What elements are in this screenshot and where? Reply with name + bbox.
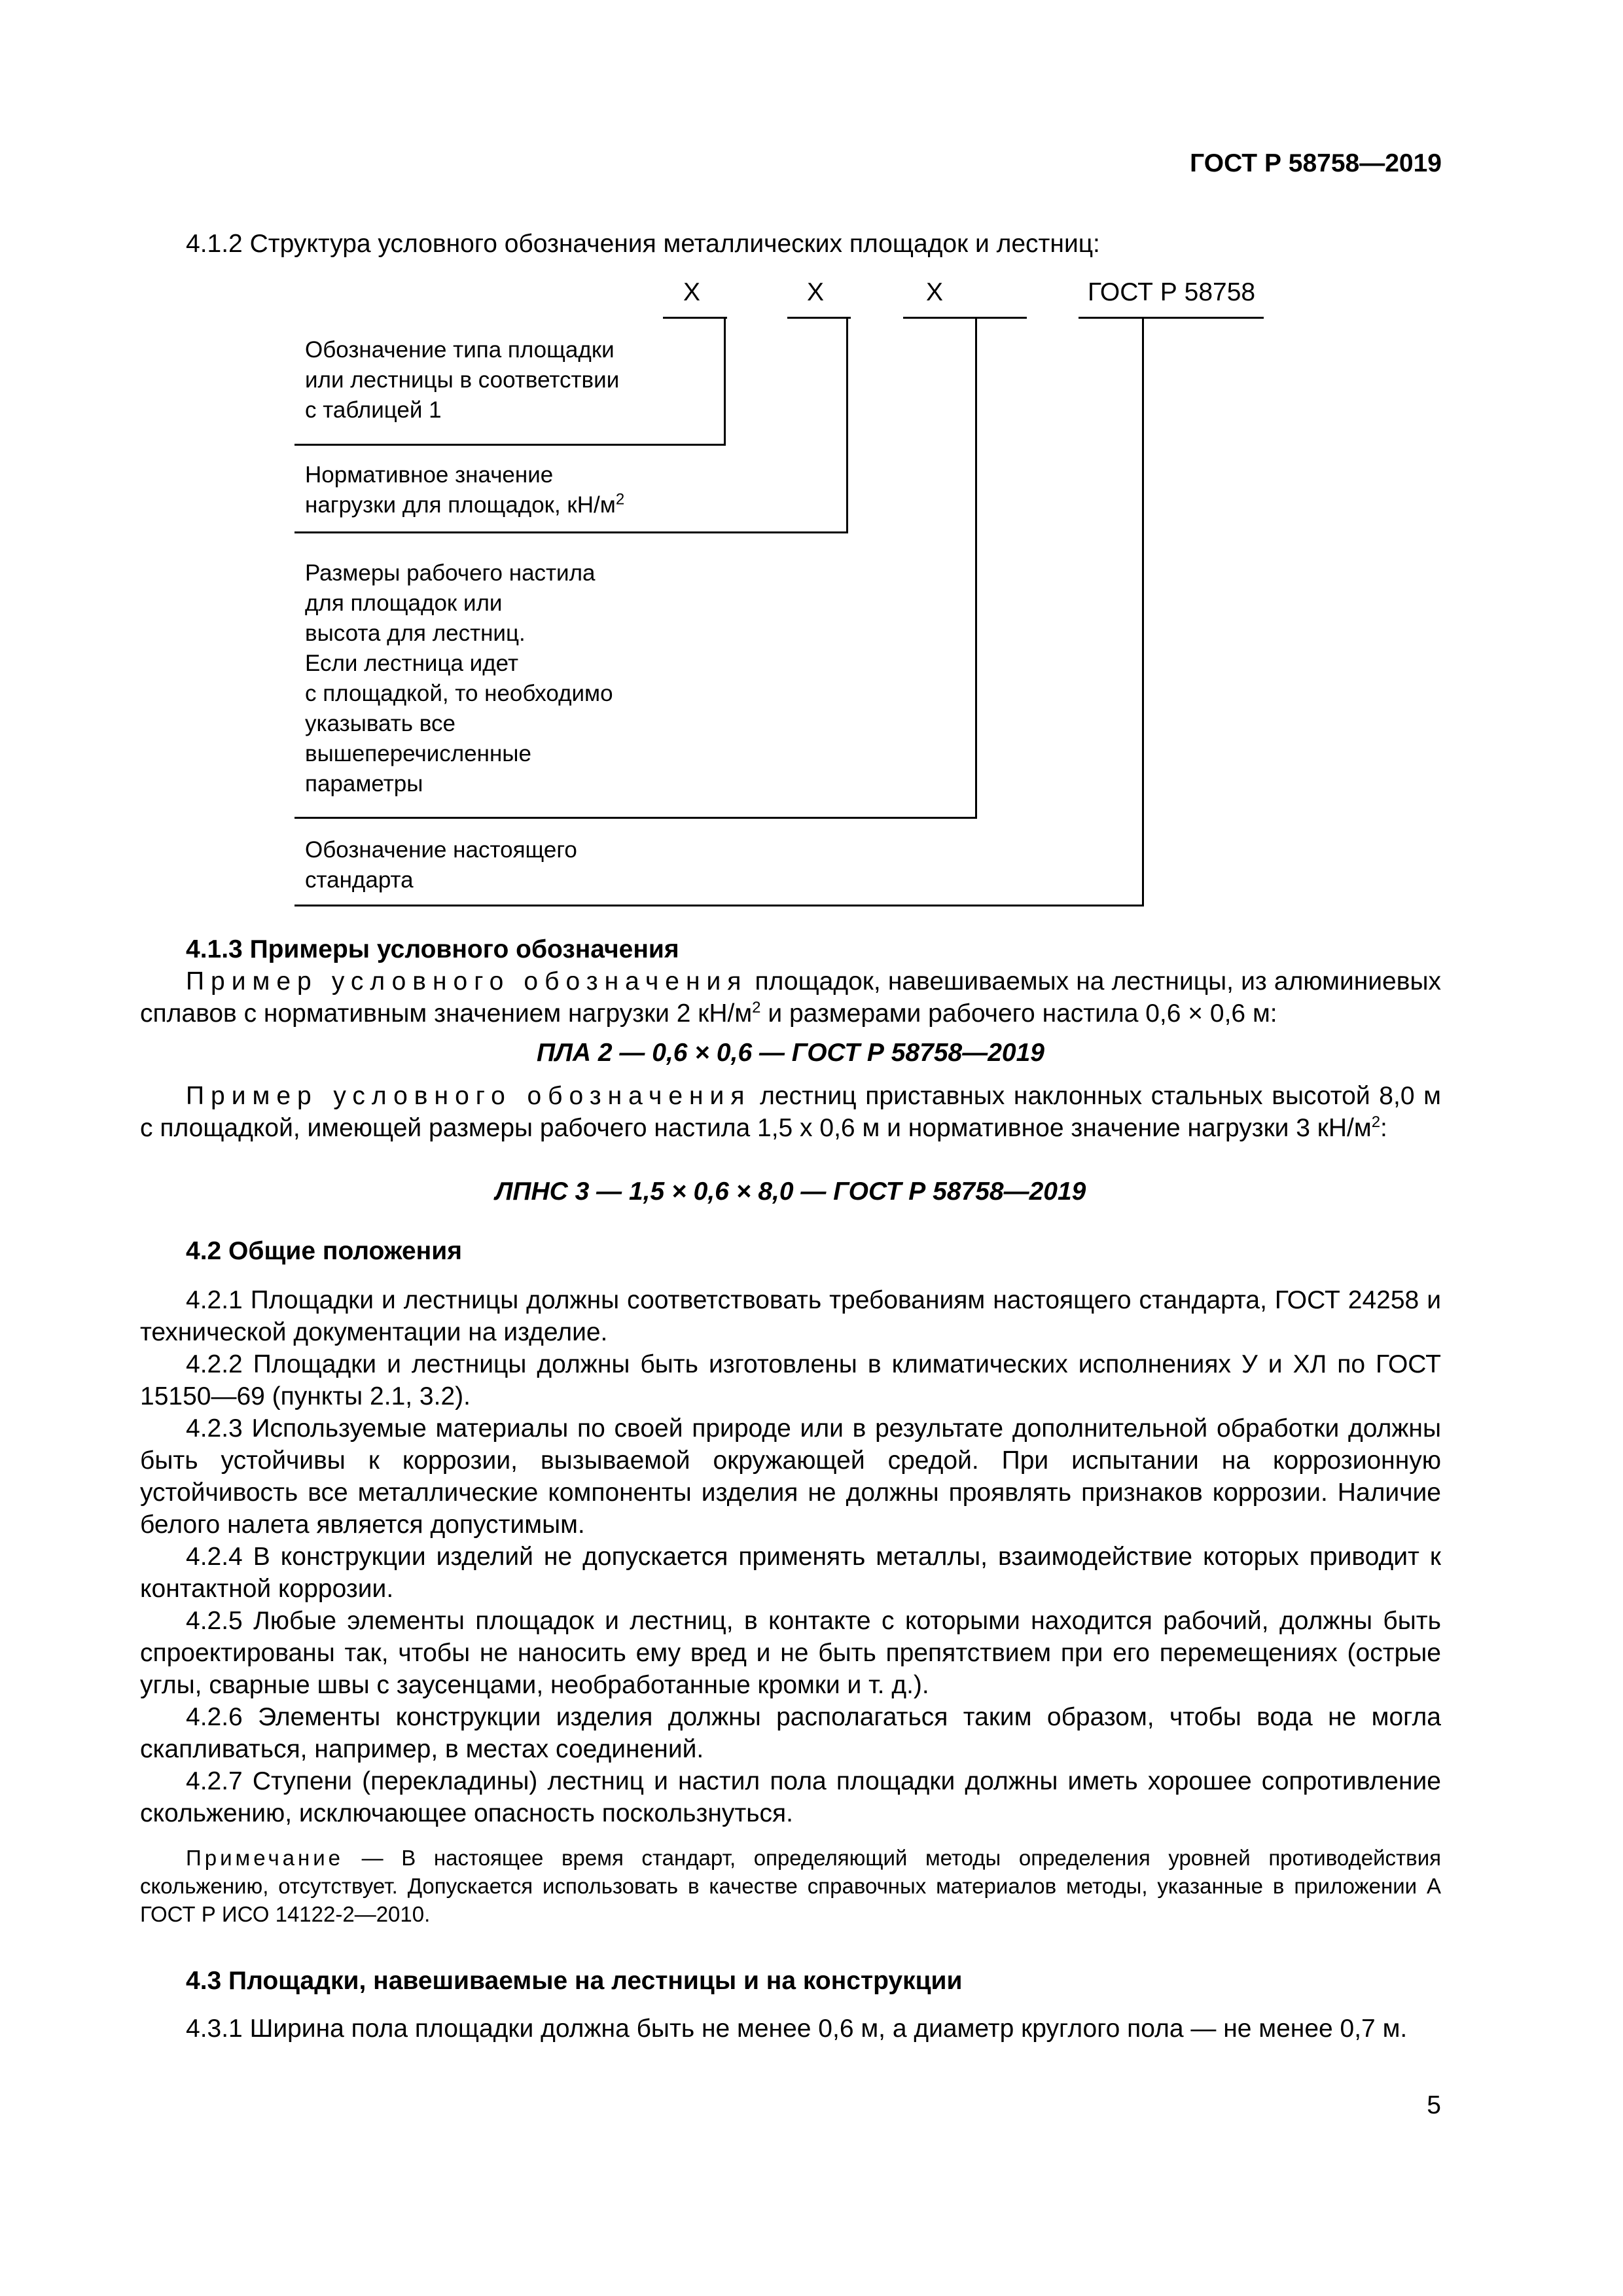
label-line: стандарта [305, 867, 414, 893]
underline-standard [1079, 317, 1264, 319]
example-1-text: площадок, навешиваемых на лестницы, из алюминиевых сплавов с нормативным значением нагрузки 2 кН/м [140, 967, 1441, 1028]
label-line [305, 490, 624, 520]
note-label: Примечание [186, 1846, 344, 1870]
clause-4-2-1: 4.2.1 Площадки и лестницы должны соответствовать требованиям настоящего стандарта, ГОСТ 24258 и технической документации на изделие. [140, 1286, 1441, 1346]
leader-load-vertical [846, 317, 848, 533]
label-load-unit: нагрузки для площадок, кН/м [305, 492, 616, 518]
underline-size [903, 317, 1027, 319]
leader-size-horizontal [294, 817, 977, 819]
page-number: 5 [1427, 2091, 1441, 2119]
clause-4-2-5: 4.2.5 Любые элементы площадок и лестниц, в контакте с которыми находится рабочий, должны быть спроектированы так, чтобы не наносить ему вред и не быть препятствием при его перемещениях (острые углы, сварные швы с заусенцами, необработанные кромки и т. д.). [140, 1607, 1441, 1699]
placeholder-type: Х [683, 278, 701, 306]
example-1-code: ПЛА 2 — 0,6 × 0,6 — ГОСТ Р 58758—2019 [537, 1039, 1044, 1067]
clause-4-3-1: 4.3.1 Ширина пола площадки должна быть не менее 0,6 м, а диаметр круглого пола — не менее 0,7 м. [186, 2015, 1408, 2043]
clause-4-2-4: 4.2.4 В конструкции изделий не допускается применять металлы, взаимодействие которых приводит к контактной коррозии. [140, 1543, 1441, 1603]
example-2-text-end: : [1380, 1114, 1387, 1142]
clause-4-2-6: 4.2.6 Элементы конструкции изделия должны располагаться таким образом, чтобы вода не могла скапливаться, например, в местах соединений. [140, 1703, 1441, 1763]
clause-4-2-body [140, 1284, 1441, 1928]
example-2-paragraph [140, 1080, 1441, 1144]
label-load [305, 460, 624, 520]
label-standard [305, 835, 577, 895]
label-line: Обозначение настоящего [305, 837, 577, 863]
leader-type-vertical [724, 317, 726, 446]
label-line: Нормативное значение [305, 462, 554, 488]
example-2-code: ЛПНС 3 — 1,5 × 0,6 × 8,0 — ГОСТ Р 58758—2019 [495, 1177, 1086, 1206]
label-line: с таблицей 1 [305, 397, 442, 423]
label-line: или лестницы в соответствии [305, 367, 620, 393]
note-text: — В настоящее время стандарт, определяющий методы определения уровней противодействия скольжению, отсутствует. Допускается использовать в качестве справочных материалов методы, указанные в приложении А ГОСТ Р ИСО 14122-2—2010. [140, 1846, 1441, 1926]
leader-type-horizontal [294, 444, 726, 446]
example-lead: Пример условного обозначения [186, 1082, 751, 1110]
superscript: 2 [615, 490, 625, 509]
label-line: для площадок или [305, 590, 503, 616]
label-line: вышеперечисленные [305, 741, 531, 766]
superscript: 2 [1371, 1113, 1381, 1131]
clause-4-1-2: 4.1.2 Структура условного обозначения металлических площадок и лестниц: [186, 230, 1100, 258]
standard-designation: ГОСТ Р 58758 [1088, 278, 1256, 306]
leader-standard-vertical [1142, 317, 1144, 906]
placeholder-load: Х [807, 278, 825, 306]
example-2-text: лестниц приставных наклонных стальных высотой 8,0 м с площадкой, имеющей размеры рабочего настила 1,5 х 0,6 м и нормативное значение нагрузки 3 кН/м [140, 1082, 1441, 1142]
label-line: Обозначение типа площадки [305, 337, 615, 363]
leader-standard-horizontal [294, 905, 1144, 906]
label-line: высота для лестниц. [305, 620, 526, 646]
underline-load [787, 317, 851, 319]
label-line: Если лестница идет [305, 651, 518, 676]
clause-4-1-3-title: 4.1.3 Примеры условного обозначения [186, 935, 679, 963]
clause-4-3-title: 4.3 Площадки, навешиваемые на лестницы и на конструкции [186, 1967, 963, 1995]
example-lead: Пример условного обозначения [186, 967, 748, 996]
example-1-paragraph [140, 965, 1441, 1030]
placeholder-size: Х [926, 278, 944, 306]
clause-4-2-7: 4.2.7 Ступени (перекладины) лестниц и настил пола площадки должны иметь хорошее сопротивление скольжению, исключающее опасность поскользнуться. [140, 1767, 1441, 1827]
example-1-text-end: и размерами рабочего настила 0,6 × 0,6 м: [760, 999, 1277, 1028]
clause-4-2-3: 4.2.3 Используемые материалы по своей природе или в результате дополнительной обработки должны быть устойчивы к коррозии, вызываемой окружающей средой. При испытании на коррозионную устойчивость все металлические компоненты изделия не должны проявлять признаков коррозии. Наличие белого налета является допустимым. [140, 1414, 1441, 1539]
document-code-header: ГОСТ Р 58758—2019 [1190, 149, 1442, 177]
superscript: 2 [752, 999, 761, 1016]
leader-load-horizontal [294, 531, 848, 533]
clause-4-2-2: 4.2.2 Площадки и лестницы должны быть изготовлены в климатических исполнениях У и ХЛ по ГОСТ 15150—69 (пункты 2.1, 3.2). [140, 1350, 1441, 1410]
leader-size-vertical [975, 317, 977, 819]
clause-4-2-title: 4.2 Общие положения [186, 1237, 462, 1265]
label-type [305, 335, 619, 425]
note [140, 1844, 1441, 1928]
label-line: с площадкой, то необходимо [305, 681, 613, 706]
label-line: параметры [305, 771, 423, 797]
label-size [305, 558, 613, 799]
underline-type [663, 317, 727, 319]
label-line: Размеры рабочего настила [305, 560, 596, 586]
label-line: указывать все [305, 711, 455, 736]
